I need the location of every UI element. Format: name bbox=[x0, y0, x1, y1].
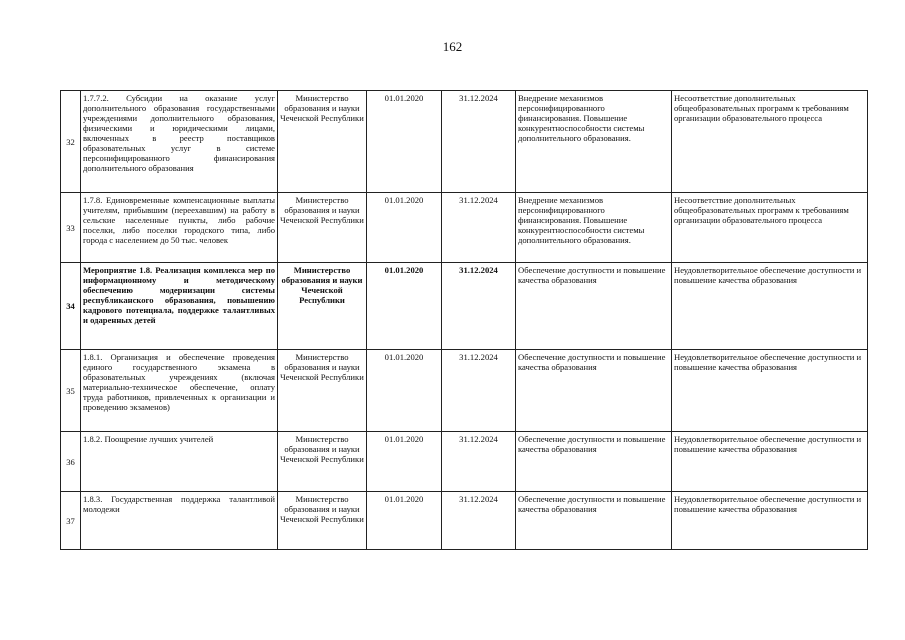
consequence: Неудовлетворительное обеспечение доступности и повышение качества образования bbox=[672, 350, 868, 432]
measure-name: 1.7.8. Единовременные компенсационные выплаты учителям, прибывшим (переехавшим) на работу в сельские населенные пункты, либо рабочие поселки, либо поселки городского типа, либо города с населением до 50 тыс. человек bbox=[81, 193, 278, 263]
executor: Министерство образования и науки Чеченской Республики bbox=[278, 263, 367, 350]
page-number: 162 bbox=[442, 39, 463, 54]
executor: Министерство образования и науки Чеченской Республики bbox=[278, 492, 367, 550]
measure-name: 1.8.1. Организация и обеспечение проведения единого государственного экзамена в образовательных учреждениях (включая материально-техническое обеспечение, оплату труда работников, привлеченных к организации и проведению экзаменов) bbox=[81, 350, 278, 432]
start-date: 01.01.2020 bbox=[367, 263, 442, 350]
expected-result: Обеспечение доступности и повышение качества образования bbox=[516, 263, 672, 350]
measure-name: 1.7.7.2. Субсидии на оказание услуг дополнительного образования государственными учреждениями дополнительного образования, физическими и юридическими лицами, включенных в реестр поставщиков образовательных услуг в системе персонифицированного финансирования дополнительного образования bbox=[81, 91, 278, 193]
start-date: 01.01.2020 bbox=[367, 492, 442, 550]
table-row bbox=[61, 91, 868, 193]
executor: Министерство образования и науки Чеченской Республики bbox=[278, 91, 367, 193]
table-row bbox=[61, 432, 868, 492]
start-date: 01.01.2020 bbox=[367, 350, 442, 432]
row-number: 35 bbox=[61, 350, 81, 432]
end-date: 31.12.2024 bbox=[442, 263, 516, 350]
row-number: 32 bbox=[61, 91, 81, 193]
table-row bbox=[61, 193, 868, 263]
consequence: Неудовлетворительное обеспечение доступности и повышение качества образования bbox=[672, 263, 868, 350]
consequence: Несоответствие дополнительных общеобразовательных программ к требованиям организации образовательного процесса bbox=[672, 91, 868, 193]
expected-result: Обеспечение доступности и повышение качества образования bbox=[516, 350, 672, 432]
row-number: 36 bbox=[61, 432, 81, 492]
row-number: 33 bbox=[61, 193, 81, 263]
row-number: 37 bbox=[61, 492, 81, 550]
expected-result: Обеспечение доступности и повышение качества образования bbox=[516, 432, 672, 492]
end-date: 31.12.2024 bbox=[442, 492, 516, 550]
end-date: 31.12.2024 bbox=[442, 91, 516, 193]
row-number: 34 bbox=[61, 263, 81, 350]
consequence: Неудовлетворительное обеспечение доступности и повышение качества образования bbox=[672, 492, 868, 550]
measure-name: 1.8.2. Поощрение лучших учителей bbox=[81, 432, 278, 492]
end-date: 31.12.2024 bbox=[442, 193, 516, 263]
end-date: 31.12.2024 bbox=[442, 350, 516, 432]
expected-result: Обеспечение доступности и повышение качества образования bbox=[516, 492, 672, 550]
start-date: 01.01.2020 bbox=[367, 193, 442, 263]
consequence: Неудовлетворительное обеспечение доступности и повышение качества образования bbox=[672, 432, 868, 492]
expected-result: Внедрение механизмов персонифицированного финансирования. Повышение конкурентноспособности системы дополнительного образования. bbox=[516, 91, 672, 193]
executor: Министерство образования и науки Чеченской Республики bbox=[278, 432, 367, 492]
measure-name: Мероприятие 1.8. Реализация комплекса мер по информационному и методическому обеспечению модернизации системы республиканского образования, повышению кадрового потенциала, поддержке талантливых и одаренных детей bbox=[81, 263, 278, 350]
consequence: Несоответствие дополнительных общеобразовательных программ к требованиям организации образовательного процесса bbox=[672, 193, 868, 263]
table-row bbox=[61, 492, 868, 550]
executor: Министерство образования и науки Чеченской Республики bbox=[278, 350, 367, 432]
executor: Министерство образования и науки Чеченской Республики bbox=[278, 193, 367, 263]
end-date: 31.12.2024 bbox=[442, 432, 516, 492]
measure-name: 1.8.3. Государственная поддержка талантливой молодежи bbox=[81, 492, 278, 550]
measures-table bbox=[60, 90, 868, 550]
start-date: 01.01.2020 bbox=[367, 91, 442, 193]
table-row bbox=[61, 350, 868, 432]
table-row bbox=[61, 263, 868, 350]
expected-result: Внедрение механизмов персонифицированного финансирования. Повышение конкурентноспособности системы дополнительного образования. bbox=[516, 193, 672, 263]
start-date: 01.01.2020 bbox=[367, 432, 442, 492]
